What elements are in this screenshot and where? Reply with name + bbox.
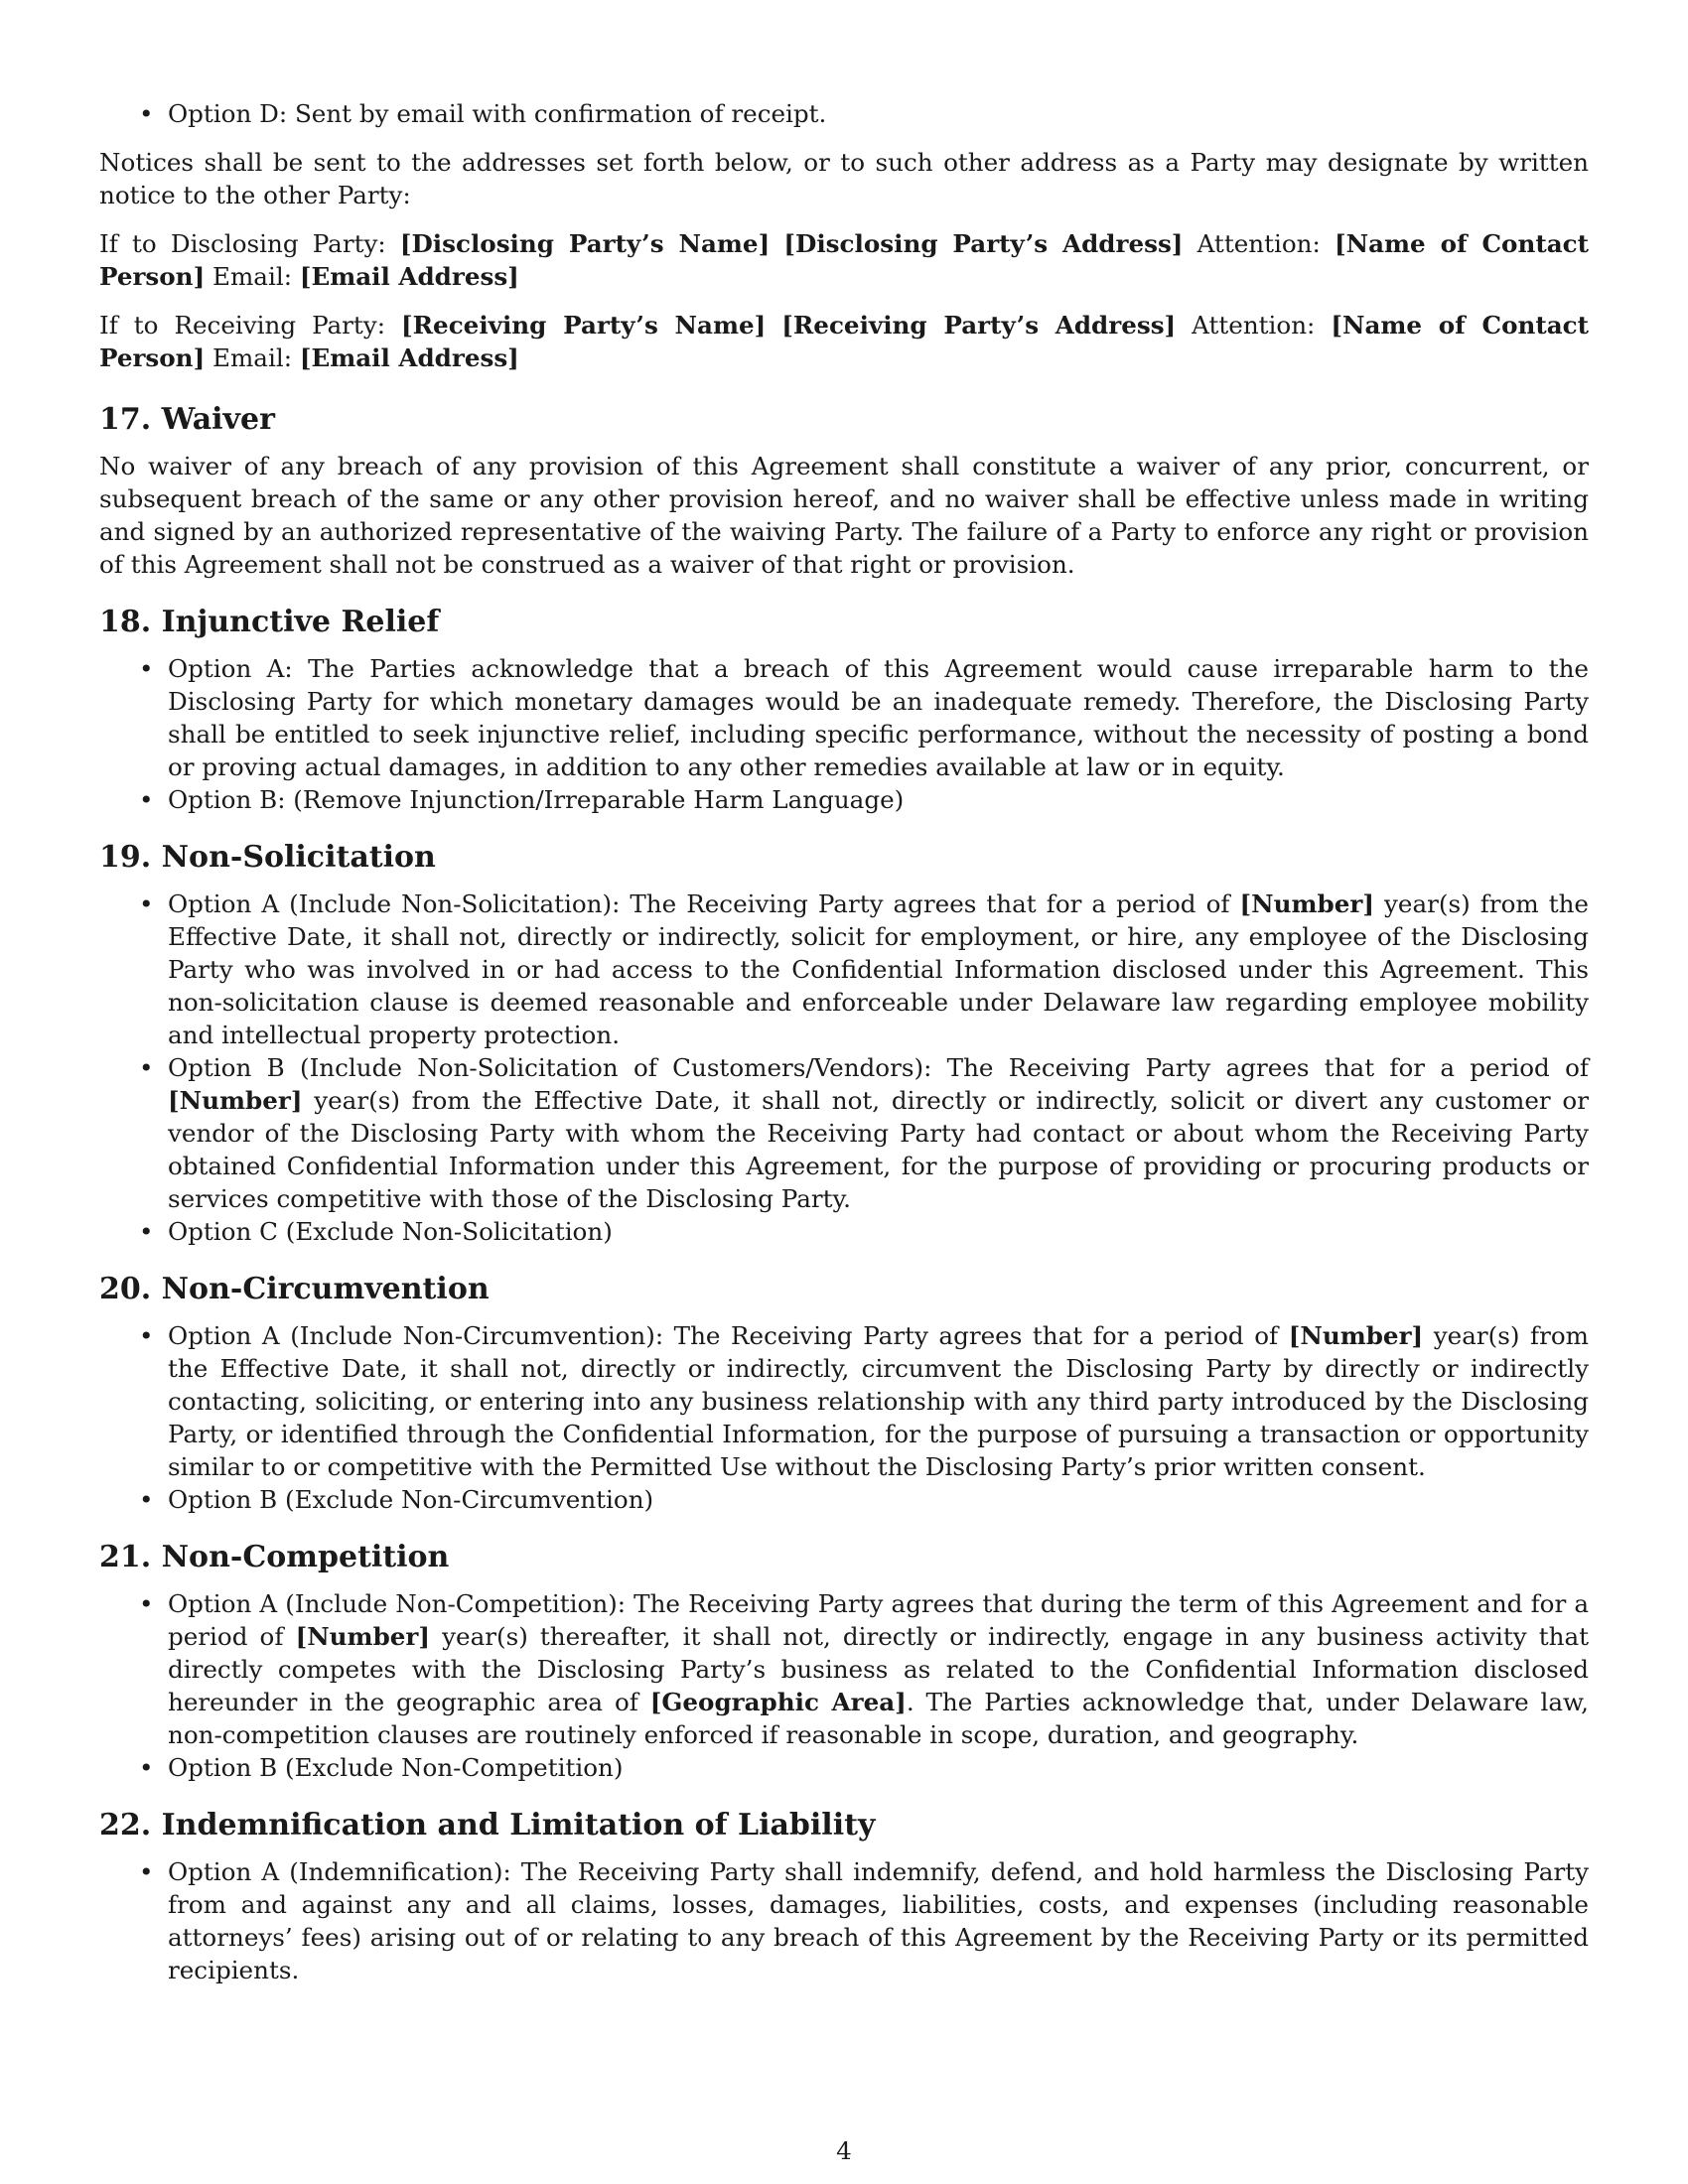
- list-item: [99, 887, 1589, 1051]
- list-item: • Option A: The Parties acknowledge that a breach of this Agreement would cause irreparable harm to the Disclosing Party for which monetary damages would be an inadequate remedy. Therefore, the Disclosing Party shall be entitled to seek injunctive relief, including specific performance, without the necessity of posting a bond or proving actual damages, in addition to any other remedies available at law or in equity.: [99, 652, 1589, 783]
- notice-lead: If to Disclosing Party:: [99, 229, 400, 258]
- document-body: [99, 97, 1589, 1986]
- list-item: [99, 1051, 1589, 1215]
- list-item: • Option C (Exclude Non-Solicitation): [99, 1215, 1589, 1248]
- section-heading: 18. Injunctive Relief: [99, 605, 440, 639]
- option-text: Option A (Include Non-Competition): The Receiving Party agrees that during the term of this Agreement and for a period of: [168, 1589, 1589, 1651]
- option-list: [99, 1587, 1589, 1784]
- option-text: Option A (Include Non-Circumvention): The Receiving Party agrees that for a period of: [168, 1321, 1289, 1350]
- placeholder-email: [Email Address]: [299, 262, 519, 291]
- section-body: No waiver of any breach of any provision of this Agreement shall constitute a waiver of any prior, concurrent, or subsequent breach of the same or any other provision hereof, and no waiver shall be effective unless made in writing and signed by an authorized representative of the waiving Party. The failure of a Party to enforce any right or provision of this Agreement shall not be construed as a waiver of that right or provision.: [99, 452, 1589, 579]
- option-list: [99, 887, 1589, 1248]
- section-waiver: [99, 400, 1589, 581]
- section-indemnification: [99, 1806, 1589, 1986]
- email-label: Email:: [205, 262, 300, 291]
- option-list: [99, 1855, 1589, 1986]
- section-non-competition: [99, 1538, 1589, 1784]
- placeholder-number: [Number]: [1288, 1321, 1424, 1350]
- option-text: . The Parties acknowledge that, under Delaware law, non-competition clauses are routinely enforced if reasonable in scope, duration, and geography.: [168, 1688, 1589, 1749]
- notice-receiving-party: [99, 309, 1589, 374]
- list-item: • Option D: Sent by email with confirmation of receipt.: [99, 97, 1589, 130]
- option-text: year(s) from the Effective Date, it shall not, directly or indirectly, solicit for employment, or hire, any employee of the Disclosing Party who was involved in or had access to the Confidential Information disclosed under this Agreement. This non-solicitation clause is deemed reasonable and enforceable under Delaware law regarding employee mobility and intellectual property protection.: [168, 889, 1589, 1049]
- option-text: Option A (Include Non-Solicitation): The Receiving Party agrees that for a period of: [168, 889, 1240, 918]
- option-text: year(s) thereafter, it shall not, directly or indirectly, engage in any business activity that directly competes with the Disclosing Party’s business as related to the Confidential Information disclosed hereunder in the geographic area of: [168, 1622, 1589, 1716]
- placeholder-number: [Number]: [168, 1086, 303, 1115]
- placeholder-number: [Number]: [295, 1622, 431, 1651]
- option-list: [99, 652, 1589, 816]
- list-item: • Option B (Exclude Non-Circumvention): [99, 1483, 1589, 1516]
- attention-label: Attention:: [1176, 311, 1332, 340]
- section-heading: 20. Non-Circumvention: [99, 1272, 490, 1306]
- section-heading: 21. Non-Competition: [99, 1540, 450, 1574]
- placeholder-address: [Receiving Party’s Address]: [781, 311, 1177, 340]
- list-item: [99, 1319, 1589, 1483]
- notice-lead: If to Receiving Party:: [99, 311, 401, 340]
- placeholder-email: [Email Address]: [299, 343, 519, 372]
- placeholder-number: [Number]: [1239, 889, 1374, 918]
- section-non-solicitation: [99, 838, 1589, 1248]
- option-text: year(s) from the Effective Date, it shall not, directly or indirectly, solicit or divert any customer or vendor of the Disclosing Party with whom the Receiving Party had contact or about whom the Receiving Party obtained Confidential Information under this Agreement, for the purpose of providing or procuring products or services competitive with those of the Disclosing Party.: [168, 1086, 1589, 1213]
- attention-label: Attention:: [1183, 229, 1335, 258]
- email-label: Email:: [205, 343, 300, 372]
- list-item: • Option B (Exclude Non-Competition): [99, 1751, 1589, 1784]
- placeholder-name: [Receiving Party’s Name]: [400, 311, 767, 340]
- notices-intro: Notices shall be sent to the addresses set forth below, or to such other address as a Party may designate by written notice to the other Party:: [99, 148, 1589, 209]
- option-list: [99, 1319, 1589, 1516]
- notice-disclosing-party: [99, 227, 1589, 293]
- list-item: • Option A (Indemnification): The Receiving Party shall indemnify, defend, and hold harmless the Disclosing Party from and against any and all claims, losses, damages, liabilities, costs, and expenses (including reasonable attorneys’ fees) arising out of or relating to any breach of this Agreement by the Receiving Party or its permitted recipients.: [99, 1855, 1589, 1986]
- section-non-circumvention: [99, 1270, 1589, 1516]
- list-item: • Option B: (Remove Injunction/Irreparable Harm Language): [99, 783, 1589, 816]
- section-heading: 19. Non-Solicitation: [99, 840, 436, 875]
- notice-options-list: [99, 97, 1589, 130]
- section-injunctive-relief: [99, 603, 1589, 816]
- placeholder-address: [Disclosing Party’s Address]: [783, 229, 1184, 258]
- list-item: [99, 1587, 1589, 1751]
- page-number: 4: [836, 2136, 852, 2165]
- placeholder-name: [Disclosing Party’s Name]: [399, 229, 771, 258]
- option-text: year(s) from the Effective Date, it shall not, directly or indirectly, circumvent the Disclosing Party by directly or indirectly contacting, soliciting, or entering into any business relationship with any third party introduced by the Disclosing Party, or identified through the Confidential Information, for the purpose of pursuing a transaction or opportunity similar to or competitive with the Permitted Use without the Disclosing Party’s prior written consent.: [168, 1321, 1589, 1481]
- placeholder-contact: [Name of Contact Person]: [99, 229, 1589, 291]
- section-heading: 17. Waiver: [99, 402, 275, 437]
- section-heading: 22. Indemnification and Limitation of Liability: [99, 1808, 876, 1843]
- placeholder-geographic-area: [Geographic Area]: [649, 1688, 907, 1716]
- option-text: Option B (Include Non-Solicitation of Customers/Vendors): The Receiving Party agrees that for a period of: [168, 1053, 1589, 1082]
- placeholder-contact: [Name of Contact Person]: [99, 311, 1589, 372]
